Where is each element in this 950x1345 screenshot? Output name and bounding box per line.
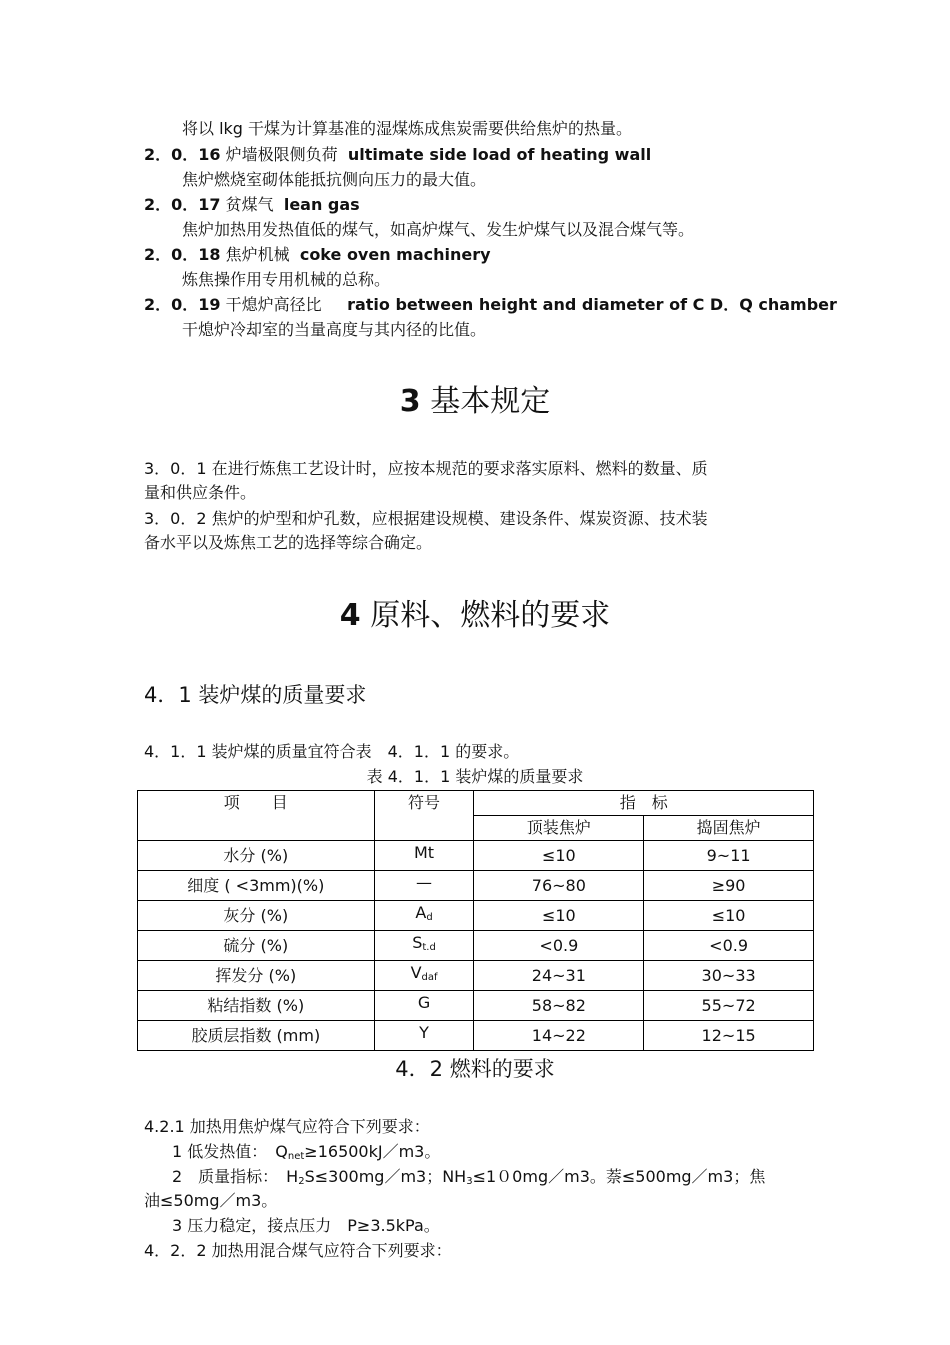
cell-item: 细度 ( <3mm)(%)	[138, 871, 375, 901]
table-header-row	[138, 791, 814, 816]
cell-item: 粘结指数 (%)	[138, 991, 375, 1021]
definition-17-number: 2．0．17	[144, 195, 221, 214]
cell-symbol: $A_d$	[374, 901, 474, 931]
cell-symbol: $V_{daf}$	[374, 961, 474, 991]
definition-16-english: ultimate side load of heating wall	[347, 145, 652, 164]
cell-symbol: —	[374, 871, 474, 901]
section-4-title: 原料、燃料的要求	[370, 598, 611, 633]
cell-top: ≤10	[474, 841, 644, 871]
section-4-number: 4	[339, 598, 361, 633]
coal-quality-table	[137, 790, 814, 1051]
cell-symbol: Y	[374, 1021, 474, 1051]
table-row	[138, 1021, 814, 1051]
para-4-2-1-item1: 1 低发热值： $Q_{net}\ge 16500kJ/m3$。	[172, 1142, 441, 1162]
subsection-4-2-heading: 4．2 燃料的要求	[395, 1057, 555, 1081]
header-index: 指 标	[474, 791, 814, 816]
definition-18-term: 焦炉机械	[225, 245, 290, 264]
section-3-title: 基本规定	[430, 384, 551, 419]
definition-16-term: 炉墙极限侧负荷	[225, 145, 338, 164]
cell-top: 24~31	[474, 961, 644, 991]
para-definition-15-text: 将以 lkg 干煤为计算基准的湿煤炼成焦炭需要供给焦炉的热量。	[182, 119, 633, 138]
cell-stamp: 9~11	[644, 841, 814, 871]
definition-16-number: 2．0．16	[144, 145, 221, 164]
para-4-1-1: 4．1．1 装炉煤的质量宜符合表 4．1．1 的要求。	[144, 742, 520, 761]
cell-item: 胶质层指数 (mm)	[138, 1021, 375, 1051]
para-3-0-1-line2: 量和供应条件。	[144, 483, 257, 502]
definition-17-term: 贫煤气	[225, 195, 274, 214]
para-4-2-1-item3: 3 压力稳定，接点压力 P≥3.5kPa。	[172, 1216, 440, 1235]
para-4-2-1-item2-cont: 油≤50mg／m3。	[144, 1191, 278, 1210]
table-row	[138, 871, 814, 901]
table-row	[138, 991, 814, 1021]
definition-18	[144, 244, 491, 266]
definition-17-english: lean gas	[283, 195, 360, 214]
cell-stamp: 55~72	[644, 991, 814, 1021]
definition-18-english: coke oven machinery	[299, 245, 491, 264]
definition-19-english: ratio between height and diameter of C D．Q chamber	[347, 295, 837, 314]
table-row	[138, 931, 814, 961]
cell-stamp: 12~15	[644, 1021, 814, 1051]
para-3-0-2-line1: 3．0．2 焦炉的炉型和炉孔数，应根据建设规模、建设条件、煤炭资源、技术装	[144, 509, 708, 528]
cell-symbol: $S_{t.d}$	[374, 931, 474, 961]
cell-item: 灰分 (%)	[138, 901, 375, 931]
cell-symbol: G	[374, 991, 474, 1021]
para-4-2-2: 4．2．2 加热用混合煤气应符合下列要求：	[144, 1241, 452, 1260]
section-4-heading	[0, 596, 950, 636]
header-top-charging: 顶装焦炉	[474, 816, 644, 841]
definition-17	[144, 194, 360, 216]
para-3-0-1-line1: 3．0．1 在进行炼焦工艺设计时，应按本规范的要求落实原料、燃料的数量、质	[144, 459, 708, 478]
para-4-2-1-item2: 2 质量指标： $H_2S\le 300mg/m3$；$NH_3\le 100mg/m3$。萘≤500mg／m3；焦	[172, 1167, 766, 1187]
cell-stamp: <0.9	[644, 931, 814, 961]
cell-item: 硫分 (%)	[138, 931, 375, 961]
section-3-heading	[0, 382, 950, 422]
cell-stamp: 30~33	[644, 961, 814, 991]
para-4-2-1: 4.2.1 加热用焦炉煤气应符合下列要求：	[144, 1117, 430, 1136]
definition-19-number: 2．0．19	[144, 295, 221, 314]
cell-top: ≤10	[474, 901, 644, 931]
subsection-4-1-heading: 4．1 装炉煤的质量要求	[144, 683, 367, 707]
definition-16	[144, 144, 651, 166]
table-caption: 表 4．1．1 装炉煤的质量要求	[366, 767, 584, 786]
table-row	[138, 901, 814, 931]
header-symbol: 符号	[374, 791, 474, 841]
definition-19-term: 干熄炉高径比	[225, 295, 322, 314]
cell-top: 76~80	[474, 871, 644, 901]
definition-19-desc: 干熄炉冷却室的当量高度与其内径的比值。	[182, 320, 487, 339]
para-3-0-2-line2: 备水平以及炼焦工艺的选择等综合确定。	[144, 533, 433, 552]
table-row	[138, 841, 814, 871]
cell-item: 水分 (%)	[138, 841, 375, 871]
definition-19	[144, 294, 837, 316]
cell-top: 58~82	[474, 991, 644, 1021]
definition-18-desc: 炼焦操作用专用机械的总称。	[182, 270, 391, 289]
header-item: 项 目	[138, 791, 375, 841]
section-3-number: 3	[399, 384, 421, 419]
cell-item: 挥发分 (%)	[138, 961, 375, 991]
cell-stamp: ≥90	[644, 871, 814, 901]
table-row	[138, 961, 814, 991]
cell-stamp: ≤10	[644, 901, 814, 931]
header-stamp-charging: 捣固焦炉	[644, 816, 814, 841]
definition-16-desc: 焦炉燃烧室砌体能抵抗侧向压力的最大值。	[182, 170, 487, 189]
cell-top: <0.9	[474, 931, 644, 961]
definition-17-desc: 焦炉加热用发热值低的煤气，如高炉煤气、发生炉煤气以及混合煤气等。	[182, 220, 695, 239]
definition-18-number: 2．0．18	[144, 245, 221, 264]
cell-top: 14~22	[474, 1021, 644, 1051]
cell-symbol: Mt	[374, 841, 474, 871]
